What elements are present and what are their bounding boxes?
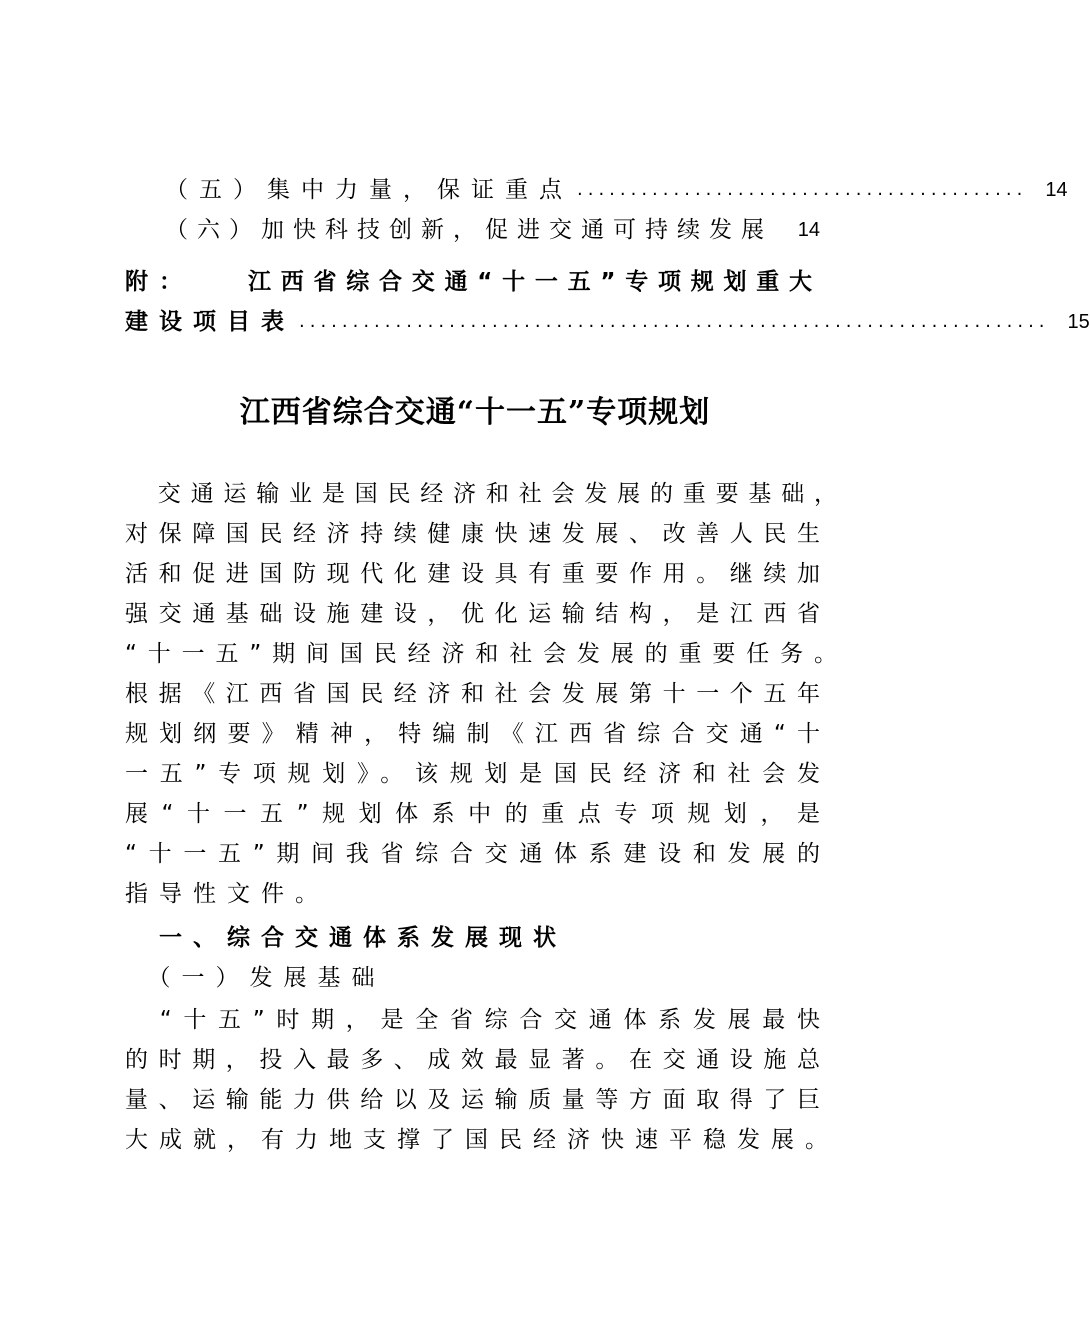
document-title: 江西省综合交通“十一五”专项规划: [239, 395, 711, 430]
toc-item-6-page: 14: [797, 219, 820, 241]
toc-appendix-title-cont: 建设项目表: [125, 309, 295, 335]
intro-line: “十一五”期间我省综合交通体系建设和发展的: [125, 841, 820, 867]
intro-line: 活和促进国防现代化建设具有重要作用。继续加: [125, 561, 820, 587]
intro-line: “十一五”期间国民经济和社会发展的重要任务。: [125, 641, 837, 667]
toc-appendix-prefix: 附：: [125, 269, 193, 295]
intro-line: 对保障国民经济持续健康快速发展、改善人民生: [125, 521, 820, 547]
intro-line: 强交通基础设施建设，优化运输结构，是江西省: [125, 601, 820, 627]
toc-appendix-page: 15: [1067, 311, 1090, 333]
toc-item-5[interactable]: [125, 170, 1068, 210]
toc-appendix[interactable]: [125, 262, 820, 302]
paragraph-line: “十五”时期，是全省综合交通体系发展最快: [125, 1007, 820, 1033]
toc-item-5-page: 14: [1045, 179, 1068, 201]
intro-line: 展“十一五”规划体系中的重点专项规划，是: [125, 801, 820, 827]
toc-item-5-leader: ..........................................: [577, 179, 1028, 200]
intro-line: 一五”专项规划》。该规划是国民经济和社会发: [125, 761, 820, 787]
toc-appendix-leader: ......................................................................: [299, 311, 1050, 332]
paragraph-line: 量、运输能力供给以及运输质量等方面取得了巨: [125, 1087, 820, 1113]
intro-line: 根据《江西省国民经济和社会发展第十一个五年: [125, 681, 820, 707]
intro-line: 交通运输业是国民经济和社会发展的重要基础，: [125, 481, 837, 507]
toc-item-6-label: （六）加快科技创新，促进交通可持续发展: [165, 217, 773, 243]
subsection-heading: （一）发展基础: [125, 965, 386, 991]
section-heading: 一、综合交通体系发展现状: [125, 925, 567, 951]
paragraph-line: 的时期，投入最多、成效最显著。在交通设施总: [125, 1047, 820, 1073]
toc-item-5-label: （五）集中力量，保证重点: [165, 177, 573, 203]
intro-line: 指导性文件。: [125, 881, 329, 907]
intro-line: 规划纲要》精神，特编制《江西省综合交通“十: [125, 721, 820, 747]
toc-appendix-title: 江西省综合交通“十一五”专项规划重大: [248, 269, 820, 295]
toc-appendix-cont[interactable]: [125, 302, 1090, 342]
toc-item-6[interactable]: [125, 210, 820, 250]
paragraph-line: 大成就，有力地支撑了国民经济快速平稳发展。: [125, 1127, 839, 1153]
